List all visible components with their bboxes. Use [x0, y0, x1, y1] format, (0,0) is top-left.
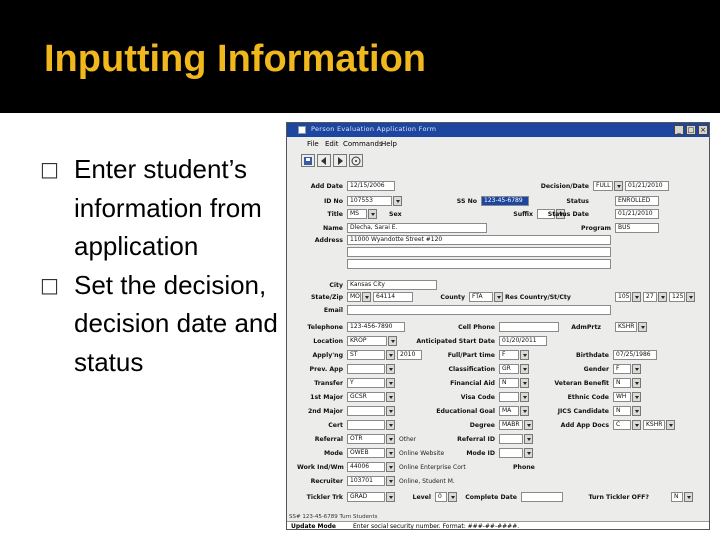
- mode-id-dropdown[interactable]: [524, 448, 533, 458]
- maximize-button[interactable]: □: [687, 126, 695, 134]
- full-part-field[interactable]: F: [499, 350, 519, 360]
- mode-label: Mode: [323, 450, 343, 457]
- telephone-field[interactable]: 123-456-7890: [347, 322, 405, 332]
- tickler-trk-label: Tickler Trk: [306, 494, 343, 501]
- arrow-right-icon: [335, 156, 345, 166]
- res-county-field[interactable]: 125: [669, 292, 685, 302]
- admprtz-field[interactable]: KSHR: [615, 322, 637, 332]
- status-date-field[interactable]: 01/21/2010: [615, 209, 659, 219]
- menu-edit[interactable]: Edit: [325, 140, 339, 148]
- applying-term-dropdown[interactable]: [386, 350, 395, 360]
- id-lookup-button[interactable]: [393, 196, 402, 206]
- status-message-bar: [287, 521, 710, 530]
- toolbar: [301, 154, 363, 168]
- decision-date-label: Decision/Date: [540, 183, 589, 190]
- cert-field[interactable]: [347, 420, 385, 430]
- cert-label: Cert: [328, 422, 343, 429]
- decision-date-field[interactable]: 01/21/2010: [625, 181, 669, 191]
- referral-label: Referral: [314, 436, 343, 443]
- ss-no-field[interactable]: 123-45-6789: [481, 196, 529, 206]
- prev-app-field[interactable]: [347, 364, 385, 374]
- transfer-field[interactable]: Y: [347, 378, 385, 388]
- add-app-docs-dropdown[interactable]: [632, 420, 641, 430]
- status-bar: [287, 514, 710, 530]
- res-country-dropdown[interactable]: [632, 292, 641, 302]
- name-label: Name: [323, 225, 343, 232]
- sex-label: Sex: [389, 211, 402, 218]
- program-label: Program: [581, 225, 611, 232]
- state-dropdown[interactable]: [362, 292, 371, 302]
- name-field[interactable]: Dlecha, Sarai E.: [347, 223, 487, 233]
- cert-dropdown[interactable]: [386, 420, 395, 430]
- degree-field[interactable]: MABR: [499, 420, 523, 430]
- anticipated-start-label: Anticipated Start Date: [416, 338, 495, 345]
- turn-tickler-off-field[interactable]: N: [671, 492, 683, 502]
- first-major-label: 1st Major: [310, 394, 343, 401]
- work-ind-field[interactable]: 44006: [347, 462, 385, 472]
- mode-field[interactable]: OWEB: [347, 448, 385, 458]
- menu-help[interactable]: Help: [381, 140, 397, 148]
- complete-date-field[interactable]: [521, 492, 563, 502]
- recruiter-label: Recruiter: [310, 478, 343, 485]
- id-no-label: ID No: [323, 198, 343, 205]
- referral-id-field[interactable]: [499, 434, 523, 444]
- add-app-docs-code-field[interactable]: KSHR: [643, 420, 665, 430]
- cell-phone-field[interactable]: [499, 322, 559, 332]
- full-part-label: Full/Part time: [447, 352, 495, 359]
- menu-bar: [287, 139, 710, 151]
- arrow-left-icon: [319, 156, 329, 166]
- educational-goal-dropdown[interactable]: [520, 406, 529, 416]
- financial-aid-field[interactable]: N: [499, 378, 519, 388]
- mode-id-label: Mode ID: [466, 450, 495, 457]
- res-country-field[interactable]: 105: [615, 292, 631, 302]
- referral-description: Other: [399, 436, 417, 443]
- admprtz-label: AdmPrtz: [571, 324, 601, 331]
- turn-tickler-off-dropdown[interactable]: [684, 492, 693, 502]
- admprtz-dropdown[interactable]: [638, 322, 647, 332]
- applying-term-field[interactable]: ST: [347, 350, 385, 360]
- degree-label: Degree: [469, 422, 495, 429]
- second-major-label: 2nd Major: [307, 408, 343, 415]
- classification-dropdown[interactable]: [520, 364, 529, 374]
- transfer-label: Transfer: [314, 380, 343, 387]
- tickler-trk-dropdown[interactable]: [386, 492, 395, 502]
- help-button[interactable]: [349, 154, 363, 167]
- bullet-marker-icon: □: [40, 157, 59, 181]
- tickler-trk-field[interactable]: GRAD: [347, 492, 385, 502]
- res-state-dropdown[interactable]: [658, 292, 667, 302]
- veteran-benefit-dropdown[interactable]: [632, 378, 641, 388]
- status-hint: SS# 123-45-6789 Turn Students: [289, 514, 378, 520]
- window-titlebar[interactable]: [287, 123, 710, 137]
- prev-app-label: Prev. App: [309, 366, 343, 373]
- birthdate-label: Birthdate: [575, 352, 609, 359]
- jics-candidate-dropdown[interactable]: [632, 406, 641, 416]
- res-state-field[interactable]: 27: [643, 292, 657, 302]
- mode-id-field[interactable]: [499, 448, 523, 458]
- jics-candidate-field[interactable]: N: [613, 406, 631, 416]
- full-part-dropdown[interactable]: [520, 350, 529, 360]
- visa-code-field[interactable]: [499, 392, 519, 402]
- status-label: Status: [566, 198, 589, 205]
- level-field[interactable]: 0: [435, 492, 447, 502]
- zip-field[interactable]: 64114: [373, 292, 413, 302]
- title-field[interactable]: MS: [347, 209, 367, 219]
- referral-id-label: Referral ID: [457, 436, 495, 443]
- ethnic-code-dropdown[interactable]: [632, 392, 641, 402]
- decision-field[interactable]: FULL: [593, 181, 613, 191]
- financial-aid-dropdown[interactable]: [520, 378, 529, 388]
- county-field[interactable]: FTA: [469, 292, 493, 302]
- classification-field[interactable]: GR: [499, 364, 519, 374]
- add-app-docs-label: Add App Docs: [560, 422, 609, 429]
- county-label: County: [440, 294, 465, 301]
- mode-dropdown[interactable]: [386, 448, 395, 458]
- second-major-dropdown[interactable]: [386, 406, 395, 416]
- first-major-field[interactable]: GCSR: [347, 392, 385, 402]
- menu-file[interactable]: File: [307, 140, 319, 148]
- second-major-field[interactable]: [347, 406, 385, 416]
- recruiter-field[interactable]: 103701: [347, 476, 385, 486]
- classification-label: Classification: [448, 366, 495, 373]
- address-line-2[interactable]: [347, 247, 611, 257]
- recruiter-dropdown[interactable]: [386, 476, 395, 486]
- location-dropdown[interactable]: [388, 336, 397, 346]
- menu-commands[interactable]: Commands: [343, 140, 383, 148]
- app-icon: [298, 126, 306, 134]
- next-record-button[interactable]: [333, 154, 347, 167]
- prev-app-dropdown[interactable]: [386, 364, 395, 374]
- previous-record-button[interactable]: [317, 154, 331, 167]
- work-ind-dropdown[interactable]: [386, 462, 395, 472]
- email-label: Email: [323, 307, 343, 314]
- veteran-benefit-field[interactable]: N: [613, 378, 631, 388]
- gender-dropdown[interactable]: [632, 364, 641, 374]
- city-label: City: [329, 282, 343, 289]
- save-button[interactable]: [301, 154, 315, 167]
- first-major-dropdown[interactable]: [386, 392, 395, 402]
- educational-goal-field[interactable]: MA: [499, 406, 519, 416]
- location-field[interactable]: KROP: [347, 336, 387, 346]
- birthdate-field[interactable]: 07/25/1986: [613, 350, 657, 360]
- add-app-docs-field[interactable]: C: [613, 420, 631, 430]
- location-label: Location: [313, 338, 343, 345]
- veteran-benefit-label: Veteran Benefit: [554, 380, 609, 387]
- applying-label: Apply'ng: [312, 352, 343, 359]
- recruiter-description: Online, Student M.: [399, 478, 455, 485]
- window-title: Person Evaluation Application Form: [311, 125, 437, 133]
- status-field[interactable]: ENROLLED: [615, 196, 659, 206]
- applying-year-field[interactable]: 2010: [397, 350, 422, 360]
- work-ind-description: Online Enterprise Cort: [399, 464, 466, 471]
- status-mode: Update Mode: [291, 523, 336, 530]
- status-date-label: Status Date: [547, 211, 589, 218]
- work-ind-label: Work Ind/Wm: [297, 464, 344, 471]
- address-line-3[interactable]: [347, 259, 611, 269]
- add-date-label: Add Date: [310, 183, 343, 190]
- save-icon: [303, 156, 313, 166]
- county-dropdown[interactable]: [494, 292, 503, 302]
- help-icon: [351, 156, 361, 166]
- educational-goal-label: Educational Goal: [436, 408, 495, 415]
- cell-phone-label: Cell Phone: [458, 324, 495, 331]
- bullet-text: Set the decision, decision date and status: [74, 269, 278, 377]
- telephone-label: Telephone: [307, 324, 343, 331]
- application-form: [297, 173, 710, 515]
- address-label: Address: [314, 237, 343, 244]
- bullet-text: Enter student’s information from application: [74, 154, 262, 261]
- gender-label: Gender: [583, 366, 609, 373]
- add-app-docs-code-dropdown[interactable]: [666, 420, 675, 430]
- program-field[interactable]: BUS: [615, 223, 659, 233]
- suffix-label: Suffix: [513, 211, 533, 218]
- add-date-field[interactable]: 12/15/2006: [347, 181, 395, 191]
- id-no-field[interactable]: 107553: [347, 196, 392, 206]
- res-county-dropdown[interactable]: [686, 292, 695, 302]
- minimize-button[interactable]: _: [674, 125, 684, 135]
- address-line-1[interactable]: 11000 Wyandotte Street #120: [347, 235, 611, 245]
- ss-no-label: SS No: [456, 198, 477, 205]
- status-message: Enter social security number. Format: ###-##-####.: [353, 523, 520, 530]
- bullet-item: [40, 150, 290, 266]
- level-label: Level: [412, 494, 431, 501]
- ethnic-code-label: Ethnic Code: [567, 394, 609, 401]
- bullet-marker-icon: □: [40, 272, 59, 297]
- referral-field[interactable]: OTR: [347, 434, 385, 444]
- email-field[interactable]: [347, 305, 611, 315]
- visa-code-label: Visa Code: [460, 394, 495, 401]
- slide-title: Inputting Information: [44, 38, 427, 80]
- city-field[interactable]: Kansas City: [347, 280, 437, 290]
- mode-description: Online Website: [399, 450, 445, 457]
- transfer-dropdown[interactable]: [386, 378, 395, 388]
- visa-code-dropdown[interactable]: [520, 392, 529, 402]
- title-label: Title: [327, 211, 343, 218]
- referral-dropdown[interactable]: [386, 434, 395, 444]
- jics-candidate-label: JICS Candidate: [557, 408, 609, 415]
- title-dropdown[interactable]: [368, 209, 377, 219]
- state-field[interactable]: MO: [347, 292, 361, 302]
- ethnic-code-field[interactable]: WH: [613, 392, 631, 402]
- complete-date-label: Complete Date: [465, 494, 517, 501]
- close-button[interactable]: ×: [698, 125, 708, 135]
- state-zip-label: State/Zip: [310, 294, 343, 301]
- degree-dropdown[interactable]: [524, 420, 533, 430]
- anticipated-start-field[interactable]: 01/20/2011: [499, 336, 547, 346]
- bullet-item: [40, 266, 290, 382]
- bullet-list: [40, 150, 290, 381]
- referral-id-dropdown[interactable]: [524, 434, 533, 444]
- phone-label: Phone: [513, 464, 535, 471]
- res-country-label: Res Country/St/Cty: [505, 294, 571, 301]
- application-window: [286, 122, 710, 530]
- gender-field[interactable]: F: [613, 364, 631, 374]
- turn-tickler-off-label: Turn Tickler OFF?: [588, 494, 649, 501]
- financial-aid-label: Financial Aid: [450, 380, 495, 387]
- decision-dropdown[interactable]: [614, 181, 623, 191]
